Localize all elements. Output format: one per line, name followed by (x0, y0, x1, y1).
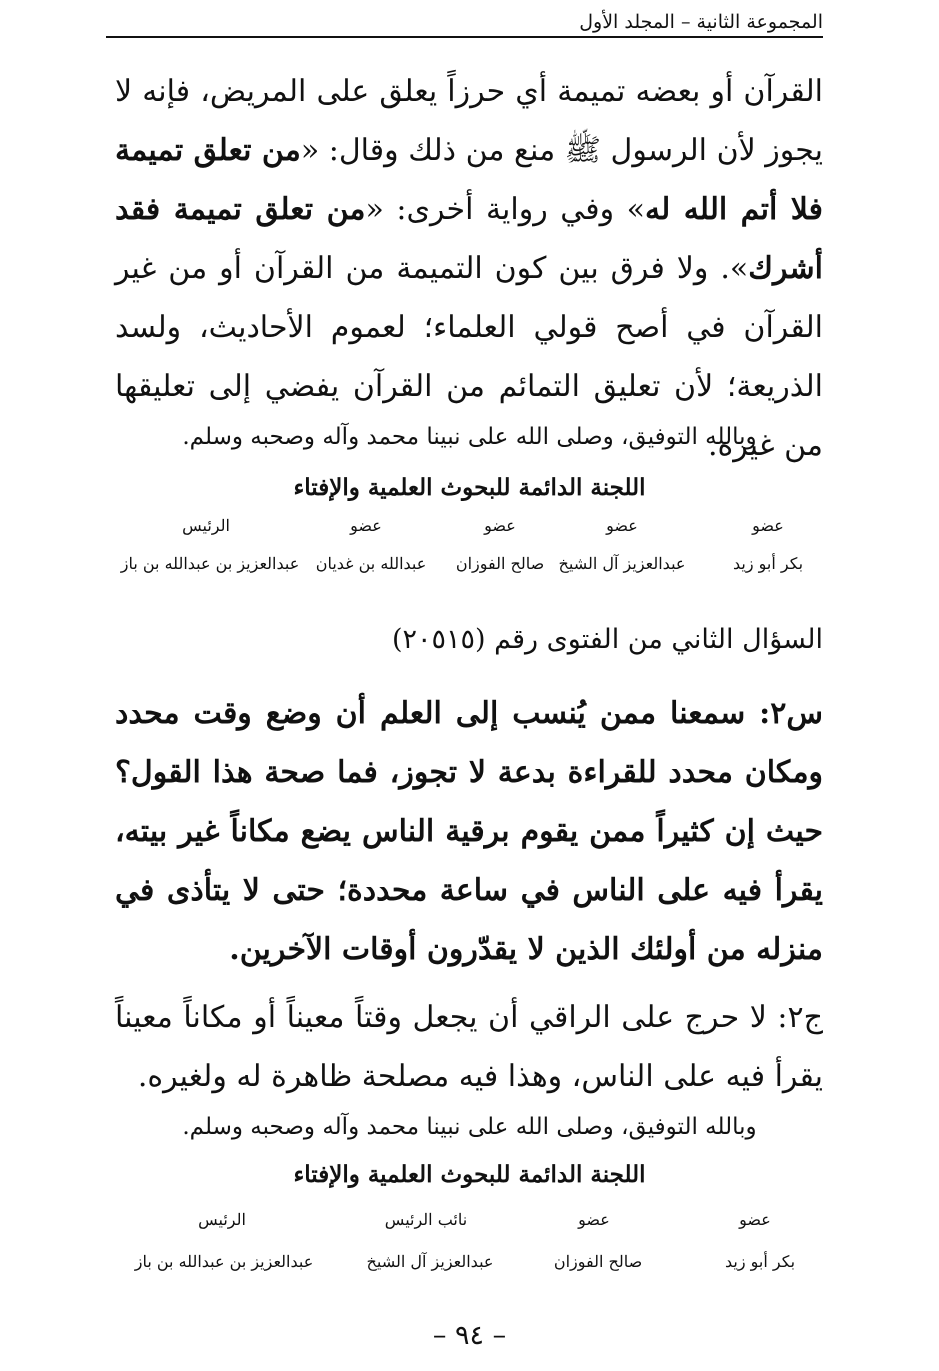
fatwa1-roles-row (0, 514, 939, 538)
fatwa1-paragraph (115, 62, 823, 475)
signatory-role: نائب الرئيس (384, 1210, 468, 1229)
signatory-name: عبدالله بن غديان (315, 554, 427, 573)
signatory-name: عبدالعزيز بن عبدالله بن باز (120, 554, 300, 573)
signatory-role: عضو (350, 516, 382, 535)
fatwa2-names-row (0, 1250, 939, 1274)
fatwa1-text-part3: ». ولا فرق بين كون التميمة من القرآن أو من غير القرآن في أصح قولي العلماء؛ لعموم الأحاديث، ولسد الذريعة؛ لأن تعليق التمائم من القرآن يفضي إلى تعليقها من غيره. (115, 251, 823, 463)
fatwa2-committee: اللجنة الدائمة للبحوث العلمية والإفتاء (293, 1161, 646, 1188)
signatory-name: عبدالعزيز آل الشيخ (366, 1252, 494, 1271)
signatory-name: بكر أبو زيد (732, 554, 804, 573)
signatory-role: الرئيس (198, 1210, 246, 1229)
question-text: س٢: سمعنا ممن يُنسب إلى العلم أن وضع وقت محدد ومكان محدد للقراءة بدعة لا تجوز، فما صحة هذا القول؟ حيث إن كثيراً ممن يقوم برقية الناس يضع مكاناً غير بيته، يقرأ فيه على الناس في ساعة محددة؛ حتى لا يتأذى في منزله من أولئك الذين لا يقدّرون أوقات الآخرين. (115, 696, 823, 967)
question-title: السؤال الثاني من الفتوى رقم (٢٠٥١٥) (391, 624, 823, 655)
page-number: – ٩٤ – (432, 1320, 507, 1351)
fatwa1-names-row (0, 552, 939, 576)
signatory-name: عبدالعزيز آل الشيخ (558, 554, 686, 573)
signatory-role: الرئيس (182, 516, 230, 535)
fatwa1-closing: وبالله التوفيق، وصلى الله على نبينا محمد وآله وصحبه وسلم. (182, 424, 757, 450)
signatory-name: عبدالعزيز بن عبدالله بن باز (134, 1252, 314, 1271)
signatory-role: عضو (739, 1210, 771, 1229)
answer-text: ج٢: لا حرج على الراقي أن يجعل وقتاً معيناً أو مكاناً معيناً يقرأ فيه على الناس، وهذا فيه مصلحة ظاهرة له ولغيره. (115, 1000, 823, 1094)
fatwa1-committee: اللجنة الدائمة للبحوث العلمية والإفتاء (293, 474, 646, 501)
signatory-role: عضو (606, 516, 638, 535)
signatory-role: عضو (752, 516, 784, 535)
signatory-role: عضو (484, 516, 516, 535)
hadith-quote-1: من تعلق تميمة فلا أتم الله له (115, 133, 823, 227)
fatwa1-text-part1: القرآن أو بعضه تميمة أي حرزاً يعلق على المريض، فإنه لا يجوز لأن الرسول ﷺ منع من ذلك وقال: « (115, 74, 823, 168)
fatwa2-closing: وبالله التوفيق، وصلى الله على نبينا محمد وآله وصحبه وسلم. (182, 1114, 757, 1140)
signatory-name: صالح الفوزان (455, 554, 545, 573)
signatory-name: بكر أبو زيد (724, 1252, 796, 1271)
running-header: المجموعة الثانية – المجلد الأول (579, 11, 823, 33)
header-rule (106, 36, 823, 38)
signatory-role: عضو (578, 1210, 610, 1229)
hadith-quote-2: من تعلق تميمة فقد أشرك (115, 192, 823, 286)
signatory-name: صالح الفوزان (553, 1252, 643, 1271)
fatwa1-text-part2: » وفي رواية أخرى: « (365, 192, 646, 227)
fatwa2-roles-row (0, 1208, 939, 1232)
